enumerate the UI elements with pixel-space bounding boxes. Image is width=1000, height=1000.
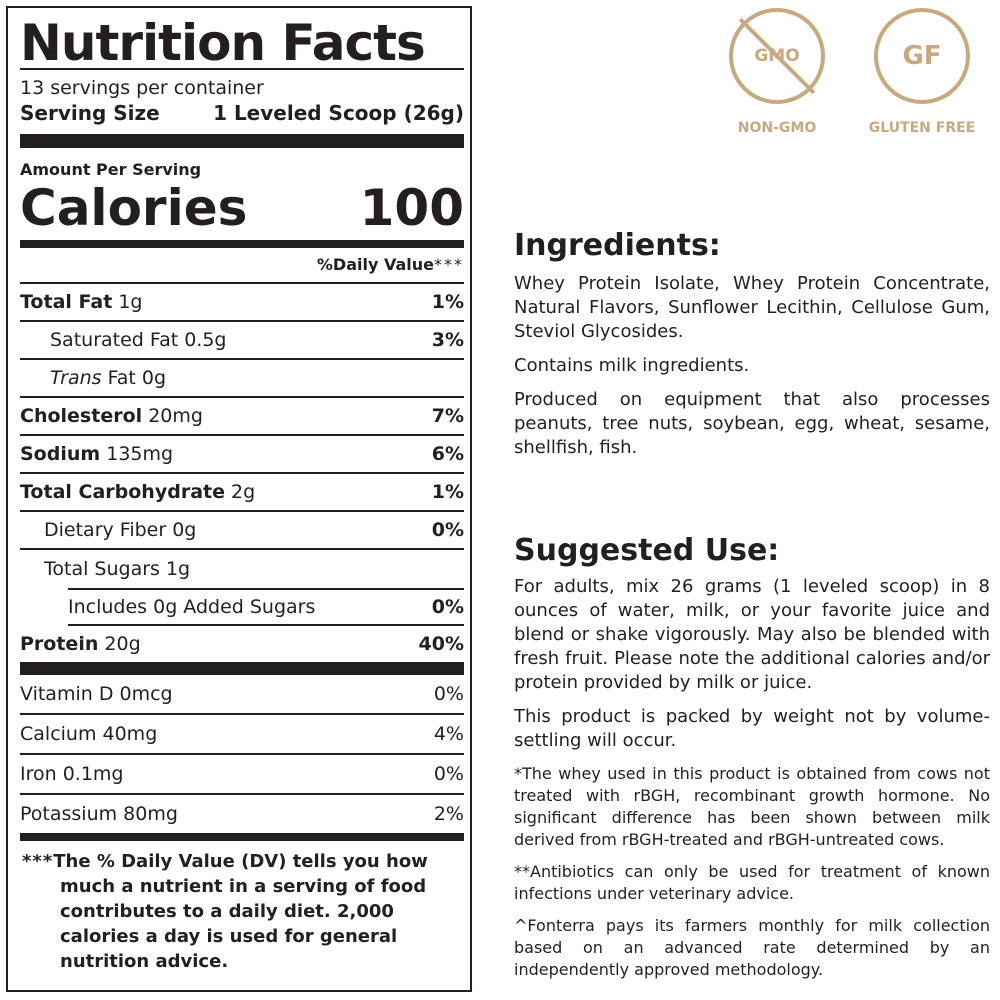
nutrient-row-sodium <box>20 436 464 474</box>
nutrient-name: Sodium <box>20 443 101 465</box>
nutrient-amount: 1g <box>118 291 143 313</box>
vitamin-row-iron <box>20 755 464 795</box>
vitamin-row-calcium <box>20 715 464 755</box>
nutrient-dv: 40% <box>418 633 464 655</box>
non-gmo-icon <box>729 8 825 104</box>
nutrient-amount: 20mg <box>148 405 203 427</box>
vitamin-name: Iron 0.1mg <box>20 763 124 785</box>
nutrient-row-saturated-fat <box>20 322 464 360</box>
vitamin-dv: 0% <box>433 763 464 785</box>
nutrient-row-cholesterol <box>20 398 464 436</box>
serving-size-value: 1 Leveled Scoop (26g) <box>213 101 464 125</box>
daily-value-stars: *** <box>434 255 464 274</box>
servings-per-container: 13 servings per container <box>20 77 264 99</box>
nutrient-row-added-sugars <box>68 588 464 626</box>
daily-value-header <box>20 248 464 284</box>
ingredients-section <box>514 228 990 460</box>
nutrient-name: Dietary Fiber 0g <box>44 519 197 541</box>
nutrient-amount: 135mg <box>106 443 174 465</box>
nutrient-row-total-sugars <box>20 550 464 588</box>
nutrient-name: Total Carbohydrate <box>20 481 225 503</box>
ingredients-heading: Ingredients: <box>514 228 721 263</box>
vitamin-name: Vitamin D 0mcg <box>20 683 173 705</box>
nutrient-name: Protein <box>20 633 99 655</box>
title-block <box>20 14 464 72</box>
packed-by-weight-note: This product is packed by weight not by volume-settling will occur. <box>514 706 990 751</box>
suggested-use-directions: For adults, mix 26 grams (1 leveled scoop) in 8 ounces of water, milk, or your favorite juice and blend or shake vigorously. May also be blended with fresh fruit. Please note the additional calories and/or protein provided by milk or juice. <box>514 576 990 693</box>
nutrient-name: Saturated Fat 0.5g <box>50 329 227 351</box>
nutrient-dv: 7% <box>431 405 464 427</box>
fonterra-note: ^Fonterra pays its farmers monthly for milk collection based on an advanced rate determined by an independently approved methodology. <box>514 916 990 979</box>
vitamin-name: Potassium 80mg <box>20 803 178 825</box>
nutrient-name: Trans <box>50 367 102 389</box>
nutrition-facts-panel <box>6 6 472 992</box>
non-gmo-caption: NON-GMO <box>737 120 817 136</box>
allergen-contains: Contains milk ingredients. <box>514 355 750 376</box>
gf-text: GF <box>902 41 942 71</box>
calories-value: 100 <box>359 179 464 237</box>
equipment-statement: Produced on equipment that also processes peanuts, tree nuts, soybean, egg, wheat, sesame, shellfish, fish. <box>514 389 990 458</box>
calories-label: Calories <box>20 179 248 237</box>
gluten-free-badge <box>862 8 982 136</box>
nutrient-amount: 2g <box>231 481 256 503</box>
nutrient-row-trans-fat <box>20 360 464 398</box>
suggested-use-heading: Suggested Use: <box>514 533 780 568</box>
nutrient-name: Total Sugars 1g <box>44 558 191 580</box>
vitamin-dv: 2% <box>433 803 464 825</box>
gluten-free-caption: GLUTEN FREE <box>868 120 976 136</box>
vitamin-row-vitamin-d <box>20 675 464 715</box>
nutrient-dv: 0% <box>431 519 464 541</box>
vitamin-dv: 4% <box>433 723 464 745</box>
nutrient-amount: 20g <box>104 633 141 655</box>
amount-per-serving: Amount Per Serving <box>20 160 202 179</box>
antibiotics-note: **Antibiotics can only be used for treatment of known infections under veterinary advice. <box>514 862 990 903</box>
vitamin-row-potassium <box>20 795 464 841</box>
footnote-stars: *** <box>22 851 54 872</box>
thick-divider <box>20 134 464 148</box>
nutrient-name: Total Fat <box>20 291 113 313</box>
calories-row <box>20 180 464 248</box>
whey-note: *The whey used in this product is obtained from cows not treated with rBGH, recombinant growth hormone. No significant difference has been shown between milk derived from rBGH-treated and rBGH-untreated cows. <box>514 764 990 849</box>
suggested-use-section <box>514 533 990 981</box>
nutrient-row-total-fat <box>20 284 464 322</box>
gluten-free-icon <box>874 8 970 104</box>
daily-value-label: %Daily Value <box>316 255 434 274</box>
vitamin-dv: 0% <box>433 683 464 705</box>
serving-size-label: Serving Size <box>20 101 160 125</box>
ingredients-list: Whey Protein Isolate, Whey Protein Concentrate, Natural Flavors, Sunflower Lecithin, Cellulose Gum, Steviol Glycosides. <box>514 273 990 342</box>
nutrient-dv: 0% <box>431 596 464 618</box>
nutrient-row-total-carbohydrate <box>20 474 464 512</box>
nutrition-facts-title: Nutrition Facts <box>20 14 425 72</box>
daily-value-footnote <box>20 849 464 974</box>
nutrient-name: Cholesterol <box>20 405 143 427</box>
nutrient-row-protein <box>20 626 464 675</box>
nutrient-dv: 3% <box>431 329 464 351</box>
nutrient-amount: Fat 0g <box>107 367 167 389</box>
non-gmo-badge <box>722 8 832 136</box>
nutrient-dv: 1% <box>431 291 464 313</box>
nutrient-dv: 6% <box>431 443 464 465</box>
gmo-text: GMO <box>754 46 800 66</box>
nutrient-row-dietary-fiber <box>20 512 464 550</box>
vitamin-name: Calcium 40mg <box>20 723 158 745</box>
serving-size <box>20 100 464 134</box>
footnote-text: The % Daily Value (DV) tells you how much a nutrient in a serving of food contributes to a daily diet. 2,000 calories a day is used for general nutrition advice. <box>53 851 428 972</box>
nutrient-name: Includes 0g Added Sugars <box>68 596 316 618</box>
nutrient-dv: 1% <box>431 481 464 503</box>
